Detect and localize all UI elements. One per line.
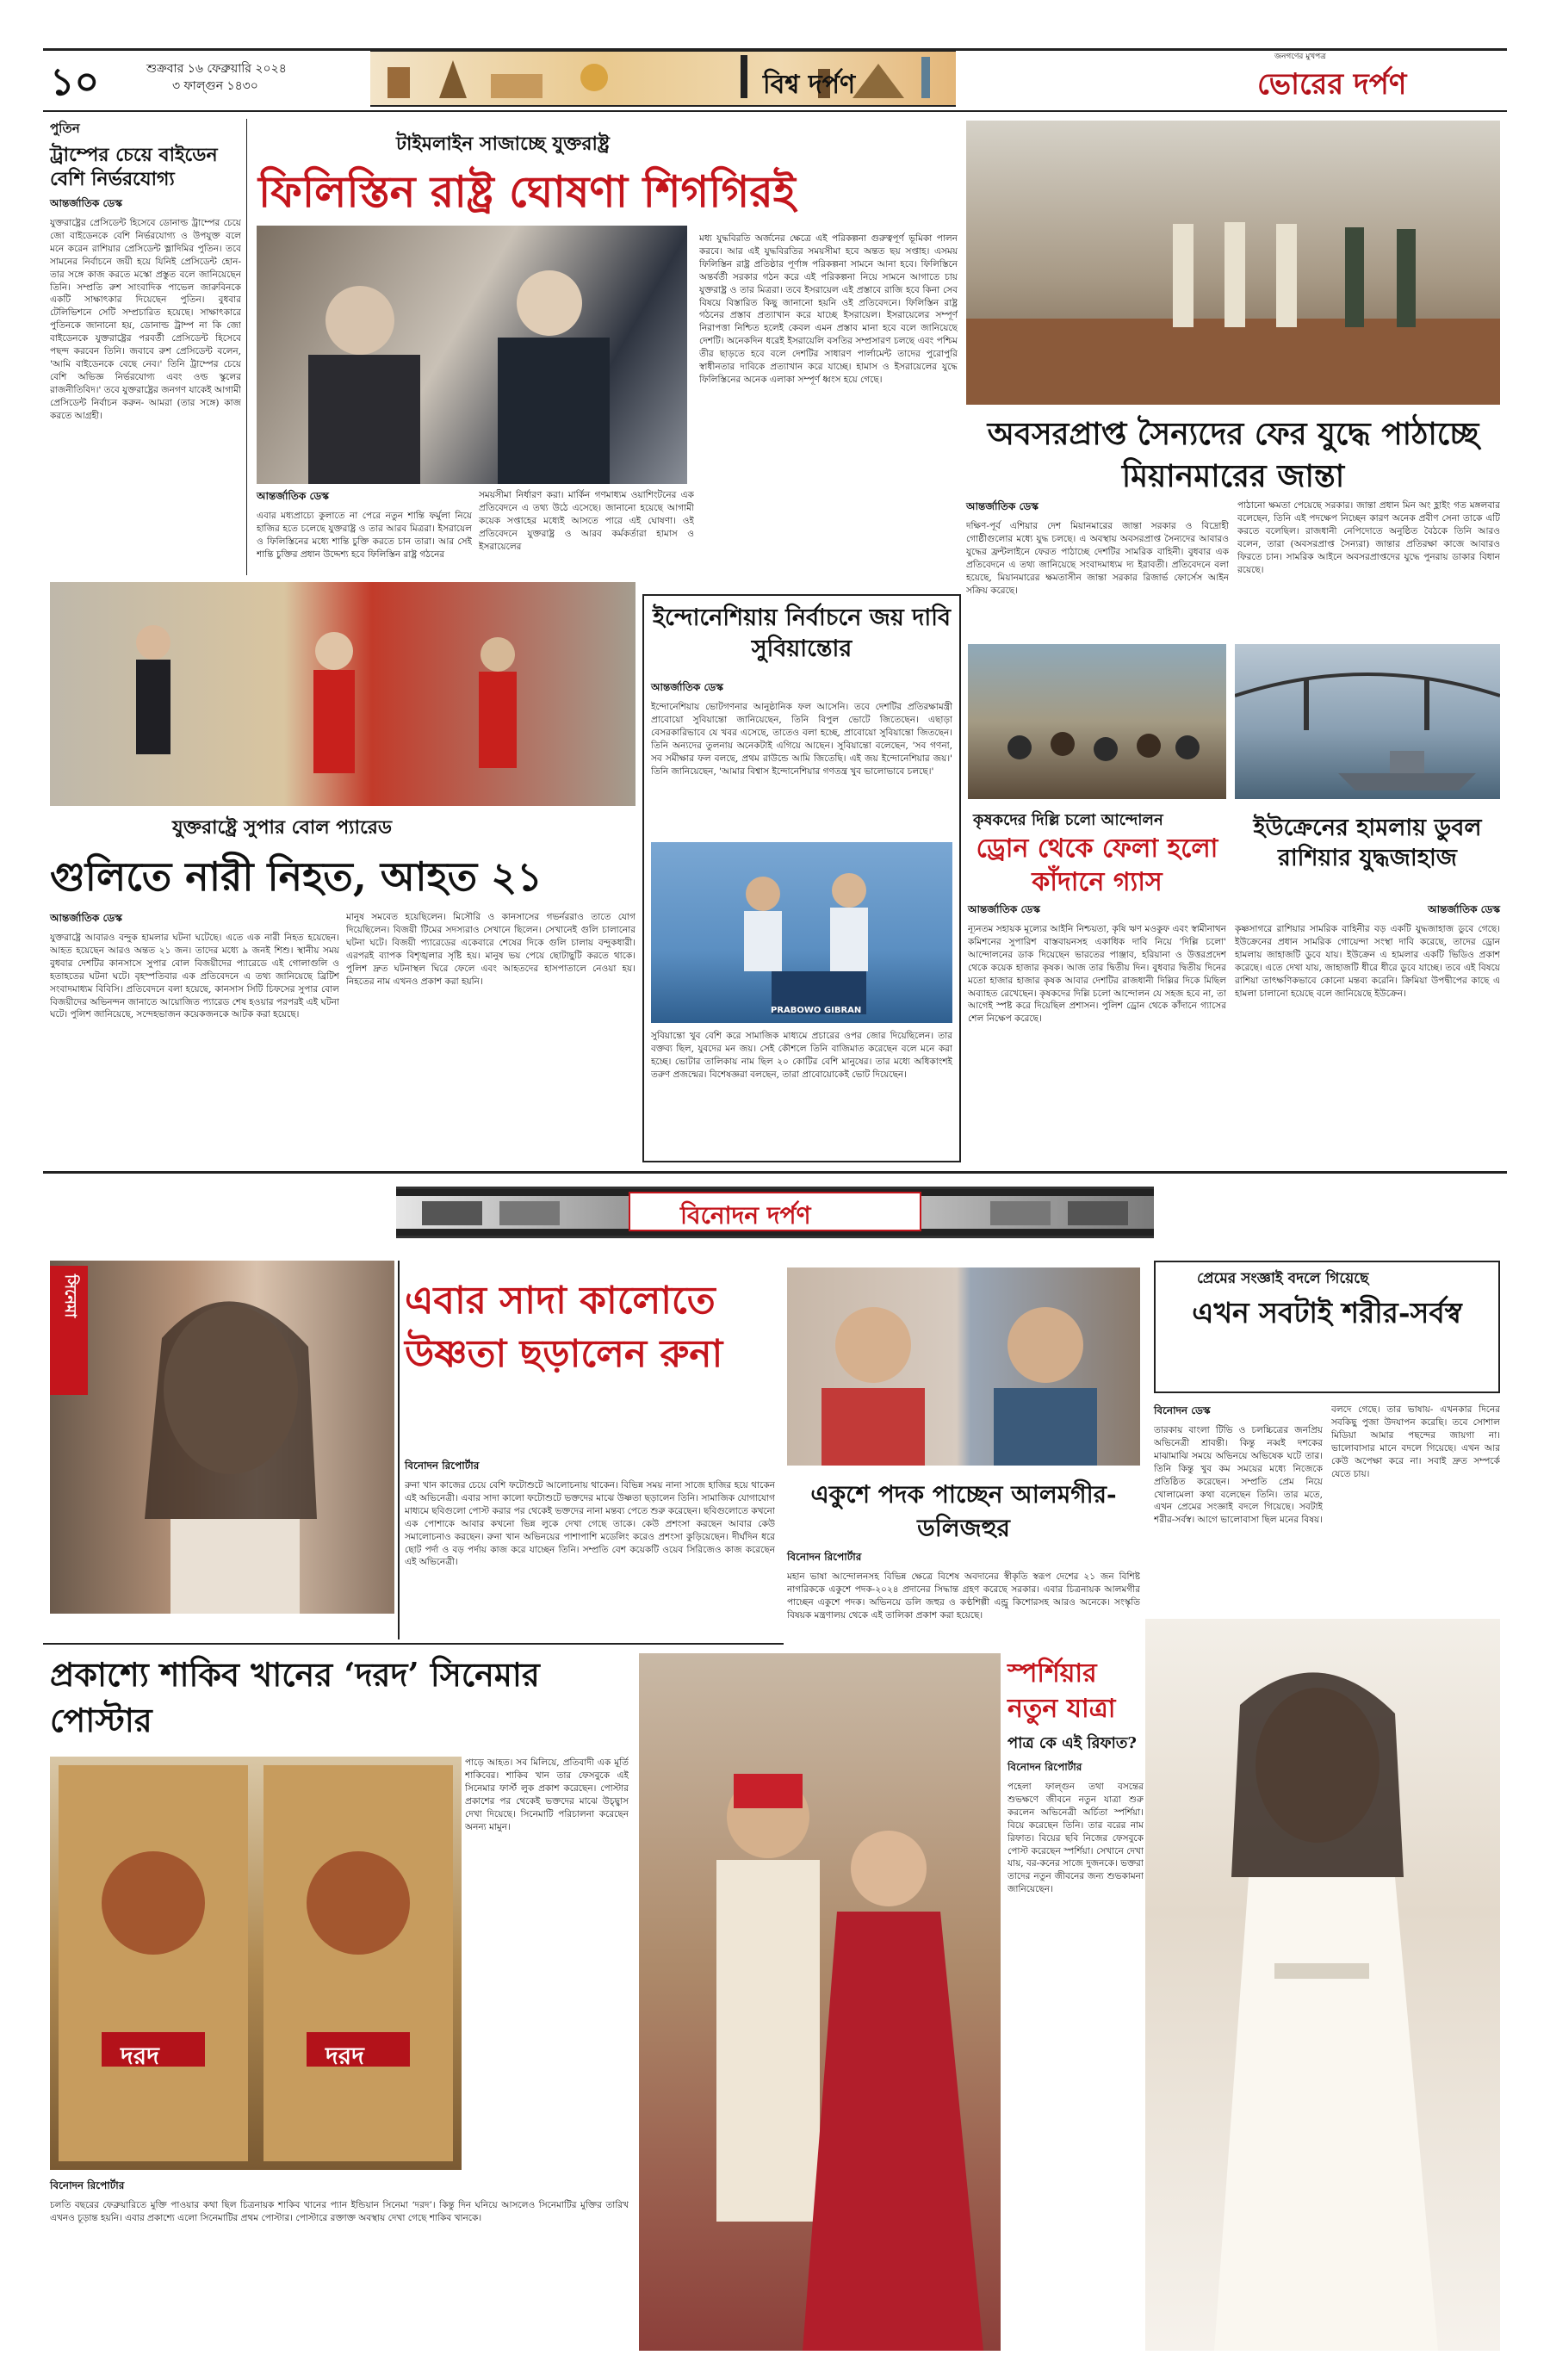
page-number: ১০ (50, 60, 100, 104)
award-headline: একুশে পদক পাচ্ছেন আলমগীর-ডলিজহুর (810, 1480, 1117, 1543)
indonesia-body-2: সুবিয়ান্তো খুব বেশি করে সামাজিক মাধ্যমে প্রচারের ওপর জোর দিয়েছিলেন। তার বক্তব্য ছিল, যুবদের মন জয়। সেই কৌশলে তিনি বাজিমাত করেছেন বলে মনে করা হচ্ছে। ভোটার তালিকায় নাম ছিল ২০ কোটির বেশি মানুষের। তার মধ্যে অধিকাংশই তরুণ প্রজন্মের। বিশেষজ্ঞরা বলছেন, তারা প্রাবোয়োকেই ভোট দিয়েছেন। (651, 1031, 952, 1080)
dorod-poster-title-1: দরদ (121, 2042, 159, 2070)
farmers-byline: আন্তর্জাতিক ডেস্ক (968, 903, 1040, 915)
myanmar-body-2: পাঠানো ক্ষমতা পেয়েছে সরকার। জান্তা প্রধান মিন অং হ্লাইং গত মঙ্গলবার বলেছেন, তিনি এই পদক্ষেপ নিচ্ছেন কারণ অনেক প্রবীণ সেনা তাকে এটি করতে বলেছিল। রাজধানী নেপিদোতে অনুষ্ঠিত বৈঠকে তিনি আরও বলেন, তারা (অবসরপ্রাপ্ত সৈন্যরা) জান্তার প্রতিরক্ষা কাজে আবারও ফিরতে চান। সামরিক আইনে অবসরপ্রাপ্তদের যুদ্ধে পুনরায় ডাকার বিধান রয়েছে। (1237, 500, 1500, 575)
prabowo-photo (651, 842, 952, 1023)
putin-kicker: পুতিন (50, 121, 80, 136)
shakib-top-rule (43, 1643, 784, 1645)
biden-jordan-photo (257, 226, 687, 484)
farmers-body: ন্যূনতম সহায়ক মূল্যের আইনি নিশ্চয়তা, কৃষি ঋণ মওকুফ এবং স্বামীনাথন কমিশনের সুপারিশ বাস্তবায়নসহ একাধিক দাবি নিয়ে 'দিল্লি চলো' আন্দোলনের ডাক দিয়েছেন ভারতের পাঞ্জাব, হরিয়ানা ও উত্তরপ্রদেশ থেকে কয়েক হাজার কৃষক। আজ তার দ্বিতীয় দিন। বুধবার দ্বিতীয় দিনের মতো হাজার হাজার কৃষক আবার দেশটির রাজধানী দিল্লির দিকে মিছিল অব্যাহত রেখেছেন। কৃষকদের দিল্লি চলো আন্দোলন যে সহজ হবে না, তা আগেই স্পষ্ট করে দিয়েছিল প্রশাসন। পুলিশ ড্রোন থেকে কাঁদানে গ্যাসের শেল নিক্ষেপ করেছে। (968, 924, 1226, 1025)
movie-poster-icon (50, 1757, 462, 2170)
wedding-photo (639, 1653, 1001, 2351)
actress-portrait-icon (50, 1261, 394, 1614)
lead-body-col1: এবার মধ্যপ্রাচ্যে কুলাতে না পেরে নতুন শান্তি ফর্মুলা নিয়ে হাজির হতে চলেছে যুক্তরাষ্ট্র ও তার আরব মিত্ররা। ইসরায়েল ও ফিলিস্তিনের মধ্যে শান্তি চুক্তি করতে চান তারা। আর সেই শান্তি চুক্তির প্রধান উদ্দেশ্য হবে ফিলিস্তিন রাষ্ট্র গঠনের (257, 511, 472, 560)
prabowo-podium-text: PRABOWO GIBRAN (771, 1006, 862, 1015)
award-photos (787, 1267, 1140, 1466)
runa-byline: বিনোদন রিপোর্টার (405, 1460, 480, 1472)
superbowl-col1 (50, 911, 339, 1164)
column-rule (246, 119, 247, 575)
putin-story (50, 119, 241, 523)
ukraine-byline: আন্তর্জাতিক ডেস্ক (1428, 903, 1500, 915)
shakib-col2 (465, 1757, 629, 2153)
runa-left-rule (398, 1261, 400, 1639)
love-body-1: তারকায় বাংলা টিভি ও চলচ্চিত্রের জনপ্রিয় অভিনেত্রী শ্রাবন্তী। কিন্তু নব্বই দশকের মাঝামাঝি সময়ে অভিনয়ে অভিষেক ঘটে তার। তিনি কিন্তু খুব কম সময়ের মধ্যে নিজেকে প্রতিষ্ঠিত করেছেন। সম্প্রতি প্রেম নিয়ে খোলামেলা কথা বলেছেন তিনি। তার মতে, এখন প্রেমের সংজ্ঞাই বদলে গিয়েছে। সবটাই শরীর-সর্বস্ব। আগে ভালোবাসা ছিল মনের বিষয়। (1154, 1425, 1323, 1526)
banner-divider (741, 55, 747, 98)
dorod-posters (50, 1757, 462, 2170)
runa-headline: এবার সাদা কালোতে উষ্ণতা ছড়ালেন রুনা (405, 1279, 723, 1376)
love-body-2: বলদে গেছে। তার ভাষায়- এখনকার দিনের সবকিছু পুজা উদযাপন করেছি। তবে সোশাল মিডিয়া আমার পছন্দের জায়গা না। ভালোবাসার মানে বদলে গিয়েছে। এখন আর কেউ অপেক্ষা করে না। সবাই দ্রুত সম্পর্কে যেতে চায়। (1331, 1404, 1500, 1479)
srabanti-photo (1145, 1619, 1500, 2351)
love-kicker: প্রেমের সংজ্ঞাই বদলে গিয়েছে (1197, 1270, 1369, 1287)
putin-byline: আন্তর্জাতিক ডেস্ক (50, 197, 122, 209)
warship-bridge-icon (1235, 644, 1500, 799)
shakib-headline: প্রকাশ্যে শাকিব খানের ‘দরদ’ সিনেমার পোস্টার (50, 1655, 540, 1740)
warship-photo (1235, 644, 1500, 799)
myanmar-body-1: দক্ষিণ-পূর্ব এশিয়ার দেশ মিয়ানমারের জান্তা সরকার ও বিদ্রোহী গোষ্ঠীগুলোর মধ্যে যুদ্ধ চলছে। এ অবস্থায় অবসরপ্রাপ্ত সৈন্যদের আবারও যুদ্ধের ফ্রন্টলাইনে ফেরত পাঠাচ্ছে দেশটির সামরিক বাহিনী। বুধবার এক প্রতিবেদনে এ তথ্য জানিয়েছে সংবাদমাধ্যম দ্য ইরাবতী। প্রতিবেদনে বলা হয়েছে, মিয়ানমারের ক্ষমতাসীন জান্তা সরকার রিজার্ভ ফোর্সেস আইন সক্রিয় করেছে। (966, 521, 1229, 596)
lead-kicker: টাইমলাইন সাজাচ্ছে যুক্তরাষ্ট্র (396, 133, 610, 155)
cinema-tag: সিনেমা (61, 1274, 79, 1318)
page-header (0, 0, 1550, 112)
farmers-kicker: কৃষকদের দিল্লি চলো আন্দোলন (973, 811, 1163, 829)
entertainment-title: বিনোদন দর্পণ (680, 1201, 811, 1230)
love-col1 (1154, 1404, 1323, 1639)
runa-col (405, 1459, 775, 1639)
ukraine-body: কৃষ্ণসাগরে রাশিয়ার সামরিক বাহিনীর বড় একটি যুদ্ধজাহাজ ডুবে গেছে। ইউক্রেনের প্রধান সামরিক গোয়েন্দা সংস্থা দাবি করেছে, তাদের ড্রোন হামলায় জাহাজটি ডুবে যায়। ইউক্রেন এ হামলার একটি ভিডিও প্রকাশ করেছে। এতে দেখা যায়, জাহাজটি ধীরে ধীরে ডুবে যাচ্ছে। তবে এই বিষয়ে রাশিয়া তাৎক্ষণিকভাবে কোনো মন্তব্য করেনি। ক্রিমিয়া উপদ্বীপের কাছে এ হামলা চালানো হয়েছে বলে জানিয়েছে ইউক্রেন। (1235, 924, 1500, 999)
love-headline: এখন সবটাই শরীর-সর্বস্ব (1192, 1296, 1462, 1329)
myanmar-junta-photo (966, 121, 1500, 405)
header-bottom-rule (43, 110, 1507, 112)
section-banner (370, 50, 956, 107)
protest-crowd-icon (968, 644, 1226, 799)
shakib-body-1: চলতি বছরের ফেব্রুয়ারিতে মুক্তি পাওয়ার কথা ছিল চিত্রনায়ক শাকিব খানের প্যান ইন্ডিয়ান সিনেমা ‘দরদ’। কিন্তু দিন ঘনিয়ে আসলেও সিনেমাটির মুক্তির তারিখ এখনও চূড়ান্ত হয়নি। এবার প্রকাশ্যে এলো সিনেমাটির প্রথম পোস্টার। পোস্টারে রক্তাক্ত অবস্থায় দেখা গেছে শাকিব খানকে। (50, 2200, 629, 2223)
myanmar-headline: অবসরপ্রাপ্ত সৈন্যদের ফের যুদ্ধে পাঠাচ্ছে মিয়ানমারের জান্তা (987, 416, 1479, 494)
masthead-logo: ভোরের দর্পণ (1257, 67, 1407, 102)
love-byline: বিনোদন ডেস্ক (1154, 1404, 1211, 1416)
shakib-col1 (50, 2179, 629, 2363)
crowd-running-icon (50, 582, 636, 806)
farmers-protest-photo (968, 644, 1226, 799)
date-line-1: শুক্রবার ১৬ ফেব্রুয়ারি ২০২৪ (146, 62, 287, 76)
indonesia-byline: আন্তর্জাতিক ডেস্ক (651, 681, 723, 693)
farmers-col (968, 902, 1226, 1156)
ukraine-col (1235, 902, 1500, 1156)
date-line-2: ৩ ফাল্গুন ১৪৩০ (172, 79, 258, 93)
ukraine-headline: ইউক্রেনের হামলায় ডুবল রাশিয়ার যুদ্ধজাহাজ (1253, 815, 1482, 872)
lead-headline: ফিলিস্তিন রাষ্ট্র ঘোষণা শিগগিরই (258, 166, 796, 217)
lead-byline: আন্তর্জাতিক ডেস্ক (257, 490, 329, 502)
putin-headline: ট্রাম্পের চেয়ে বাইডেন বেশি নির্ভরযোগ্য (50, 144, 218, 190)
leaders-photo-icon (257, 226, 687, 484)
indonesia-headline: ইন্দোনেশিয়ায় নির্বাচনে জয় দাবি সুবিয়ান্তোর (653, 604, 951, 663)
spriha-col (1008, 1760, 1144, 2349)
military-meeting-icon (966, 121, 1500, 405)
myanmar-col1 (966, 499, 1229, 641)
indonesia-body: ইন্দোনেশিয়ায় ভোটগণনার আনুষ্ঠানিক ফল আসেনি। তবে দেশটির প্রতিরক্ষামন্ত্রী প্রাবোয়ো সুবিয়ান্তো জানিয়েছেন, তিনি বিপুল ভোটে জিতেছেন। এছাড়া বেসরকারিভাবে যে খবর এসেছে, তাতেও বলা হচ্ছে, প্রাবোয়ো সুবিয়ান্তো জিতছেন। তিনি অন্যদের তুলনায় অনেকটাই এগিয়ে আছেন। সুবিয়ান্তো বলেছেন, 'সব গণনা, সব সমীক্ষার ফল বলছে, প্রথম রাউন্ডে আমি জিতেছি। এই জয় ইন্দোনেশিয়ার জয়।' তিনি জানিয়েছেন, 'আমার বিশ্বাস ইন্দোনেশিয়ার গণতন্ত্র খুব ভালোভাবে চলছে।' (651, 702, 952, 777)
superbowl-body-2: মানুষ সমবেত হয়েছিলেন। মিসৌরি ও কানসাসের গভর্নররাও তাতে যোগ দিয়েছিলেন। বিজয়ী টিমের সদস্যরাও সেখানে ছিলেন। সেখানেই গুলি চালানোর ঘটনা ঘটে। বিজয়ী প্যারেডের একেবারে শেষের দিকে গুলি চালায় বন্দুকধারী। এরপরই ব্যাপক বিশৃঙ্খলার সৃষ্টি হয়। মানুষ ভয় পেয়ে ছোটাছুটি করতে থাকে। পুলিশ দ্রুত ঘটনাস্থল ঘিরে ফেলে এবং আহতদের হাসপাতালে নেওয়া হয়। নিহতের নাম এখনও প্রকাশ করা হয়নি। (346, 912, 636, 987)
spriha-body: পহেলা ফাল্গুন তথা বসন্তের শুভক্ষণে জীবনে নতুন যাত্রা শুরু করলেন অভিনেত্রী অর্চিতা স্পর্শিয়া। বিয়ে করেছেন তিনি। তার বরের নাম রিফাত। বিয়ের ছবি নিজের ফেসবুকে পোস্ট করেছেন স্পর্শিয়া। সেখানে দেখা যায়, বর-কনের সাজে দুজনকে। ভক্তরা তাদের নতুন জীবনের জন্য শুভকামনা জানিয়েছেন। (1008, 1782, 1144, 1895)
award-byline: বিনোদন রিপোর্টার (787, 1551, 862, 1563)
award-winners-icon (787, 1267, 1140, 1466)
candidates-stage-icon (651, 842, 952, 1023)
wedding-couple-icon (639, 1653, 1001, 2351)
lead-body-col3: মধ্য যুদ্ধবিরতি অর্জনের ক্ষেত্রে এই পরিকল্পনা গুরুত্বপূর্ণ ভূমিকা পালন করবে। আর এই যুদ্ধবিরতির সময়সীমা হবে অন্তত ছয় সপ্তাহ। এসময় ফিলিস্তিন রাষ্ট্র প্রতিষ্ঠার পূর্ণাঙ্গ পরিকল্পনা সামনে আনা হবে। ফিলিস্তিনে অন্তর্বর্তী সরকার গঠন করে এই পরিকল্পনা নিয়ে সামনে আগাতে চায় যুক্তরাষ্ট্র ও তার মিত্ররা। তবে ইসরায়েল এই প্রস্তাবে রাজি হবে কিনা সেব বিষয়ে বিস্তারিত কিছু জানানো হয়নি ওই প্রতিবেদনে। ফিলিস্তিন রাষ্ট্র গঠনের প্রস্তাব প্রত্যাখান করে যাচ্ছে ইসরায়েল। ইসরায়েলের সম্পূর্ণ নিরাপত্তা নিশ্চিত হলেই কেবল এমন প্রস্তাব মানা হবে বলে জানিয়েছে দেশটি। অনেকদিন ধরেই ইসরায়েলি বসতির সম্প্রসারণ চলছে এবং পশ্চিম তীর ছাড়তে হবে বলে দেশটির সাধারণ পার্লামেন্ট তাদের পুরোপুরি স্বাধীনতার দাবিকে প্রত্যাখান করে যাচ্ছে। হামাস ও ইসরায়েলের যুদ্ধে ফিলিস্তিনের অনেক এলাকা সম্পূর্ণ ধ্বংস হয়ে গেছে। (699, 233, 958, 385)
lead-col1 (257, 489, 472, 579)
spriha-subhead: পাত্র কে এই রিফাত? (1008, 1734, 1137, 1752)
masthead-tagline: জনগণের মুখপত্র (1274, 53, 1326, 61)
runa-khan-photo (50, 1261, 394, 1614)
lead-body-col2: সময়সীমা নির্ধারণ করা। মার্কিন গণমাধ্যম ওয়াশিংটনের এক প্রতিবেদনে এ তথ্য উঠে এসেছে। জানানো হয়েছে আগামী কয়েক সপ্তাহের মধ্যেই আসতে পারে এই ঘোষণা। ওই প্রতিবেদনে যুক্তরাষ্ট্র ও আরব কর্মকর্তারা হামাস ও ইসরায়েলের (479, 490, 694, 552)
superbowl-byline: আন্তর্জাতিক ডেস্ক (50, 912, 122, 924)
travel-collage-icon (370, 52, 956, 105)
actress-saree-icon (1145, 1619, 1500, 2351)
section-divider (43, 1171, 1507, 1174)
award-body: মহান ভাষা আন্দোলনসহ বিভিন্ন ক্ষেত্রে বিশেষ অবদানের স্বীকৃতি স্বরূপ দেশের ২১ জন বিশিষ্ট নাগরিককে একুশে পদক-২০২৪ প্রদানের সিদ্ধান্ত গ্রহণ করেছে সরকার। এবার চিত্রনায়ক আলমগীর পাচ্ছেন একুশে পদক। অভিনয়ে ডলি জহুর ও কণ্ঠশিল্পী এন্ড্রু কিশোরসহ আরও অনেকে। সংস্কৃতি বিষয়ক মন্ত্রণালয় থেকে এই তালিকা প্রকাশ করা হয়েছে। (787, 1571, 1140, 1621)
superbowl-parade-photo (50, 582, 636, 806)
superbowl-body-1: যুক্তরাষ্ট্রে আবারও বন্দুক হামলার ঘটনা ঘটেছে। এতে এক নারী নিহত হয়েছেন। আহত হয়েছেন আরও অন্তত ২১ জন। তাদের মধ্যে ৯ জনই শিশু। স্থানীয় সময় বুধবার দেশটির কানসাসে সুপার বোল বিজয়ীদের প্যারেডে এই গোলাগুলি ও হতাহতের ঘটনা ঘটে। বৃহস্পতিবার এক প্রতিবেদনে এ তথ্য জানিয়েছে ব্রিটিশ সংবাদমাধ্যম বিবিসি। প্রতিবেদনে বলা হয়েছে, কানসাস সিটি চিফসের সুপার বোল বিজয়ীদের অভিনন্দন জানাতে আয়োজিত প্যারেড শেষ হওয়ার পরপরই এই ঘটনা ঘটে। পুলিশ জানিয়েছে, সন্দেহভাজন কয়েকজনকে আটক করা হয়েছে। (50, 933, 339, 1020)
section-title: বিশ্ব দর্পণ (763, 70, 856, 100)
superbowl-headline: গুলিতে নারী নিহত, আহত ২১ (50, 853, 542, 900)
spriha-byline: বিনোদন রিপোর্টার (1008, 1761, 1082, 1773)
myanmar-byline: আন্তর্জাতিক ডেস্ক (966, 500, 1038, 512)
dorod-poster-title-2: দরদ (326, 2042, 364, 2070)
superbowl-kicker: যুক্তরাষ্ট্রে সুপার বোল প্যারেড (172, 816, 393, 839)
runa-body: রুনা খান কাজের চেয়ে বেশি ফটোশুটে আলোচনায় থাকেন। বিভিন্ন সময় নানা সাজে হাজির হয়ে থাকেন এই অভিনেত্রী। এবার সাদা কালো ফটোশুটে ভক্তদের মাঝে উষ্ণতা ছড়ালেন তিনি। সামাজিক যোগাযোগ মাধ্যমে ছবিগুলো পোস্ট করার পর থেকেই ভক্তদের নানা মন্তব্য পেতে শুরু করেছেন। ছবিগুলোতে কখনো এক পোশাকে আবার কখনো ভিন্ন লুকে দেখা গেছে তাকে। কেউ প্রশংসা করছেন আবার কেউ সমালোচনাও করছেন। রুনা খান অভিনয়ের পাশাপাশি মডেলিং করেও প্রশংসা কুড়িয়েছেন। দীর্ঘদিন ধরে ছোট পর্দা ও বড় পর্দায় কাজ করে যাচ্ছেন তিনি। সম্প্রতি বেশ কয়েকটি ওয়েব সিরিজেও কাজ করেছেন এই অভিনেত্রী। (405, 1480, 775, 1568)
shakib-body-2: পাড়ে আহত। সব মিলিয়ে, প্রতিবাদী এক মূর্তি শাকিবের। শাকিব খান তার ফেসবুকে এই সিনেমার ফার্স্ট লুক প্রকাশ করেছেন। পোস্টার প্রকাশের পর থেকেই ভক্তদের মাঝে উচ্ছ্বাস দেখা দিয়েছে। সিনেমাটি পরিচালনা করেছেন অনন্য মামুন। (465, 1757, 629, 1832)
indonesia-top (651, 680, 952, 839)
spriha-headline: স্পর্শিয়ার নতুন যাত্রা (1008, 1658, 1116, 1724)
shakib-byline: বিনোদন রিপোর্টার (50, 2179, 125, 2191)
putin-body: যুক্তরাষ্ট্রের প্রেসিডেন্ট হিসেবে ডোনাল্ড ট্রাম্পের চেয়ে জো বাইডেনকে বেশি নির্ভরযোগ্য ও উপযুক্ত বলে মনে করেন রাশিয়ার প্রেসিডেন্ট ভ্লাদিমির পুতিন। তবে সামনের নির্বাচনে জয়ী হয়ে যিনিই প্রেসিডেন্ট হোন-তার সঙ্গে কাজ করতে মস্কো প্রস্তুত বলে জানিয়েছেন তিনি। সম্প্রতি রুশ সাংবাদিক পাভেল জারুবিনকে একটি সাক্ষাৎকার দিয়েছেন পুতিন। বুধবার টেলিভিশনে সেটি সম্প্রচারিত হয়েছে। সাক্ষাৎকারে পুতিনকে জানানো হয়, ডোনাল্ড ট্রাম্প না কি জো বাইডেনকে যুক্তরাষ্ট্রের পরবর্তী প্রেসিডেন্ট হিসেবে পছন্দ করবেন তিনি। জবাবে রুশ প্রেসিডেন্ট বলেন, 'আমি বাইডেনকে বেছে নেব।' তিনি ট্রাম্পের চেয়ে বেশি অভিজ্ঞ নির্ভরযোগ্য এবং ওল্ড স্কুলের রাজনীতিবিদ।' তবে যুক্তরাষ্ট্রের জনগণ যাকেই আগামী প্রেসিডেন্ট নির্বাচন করুন- আমরা (তার সঙ্গে) কাজ করতে আগ্রহী। (50, 218, 241, 421)
farmers-headline: ড্রোন থেকে ফেলা হলো কাঁদানে গ্যাস (976, 834, 1218, 897)
